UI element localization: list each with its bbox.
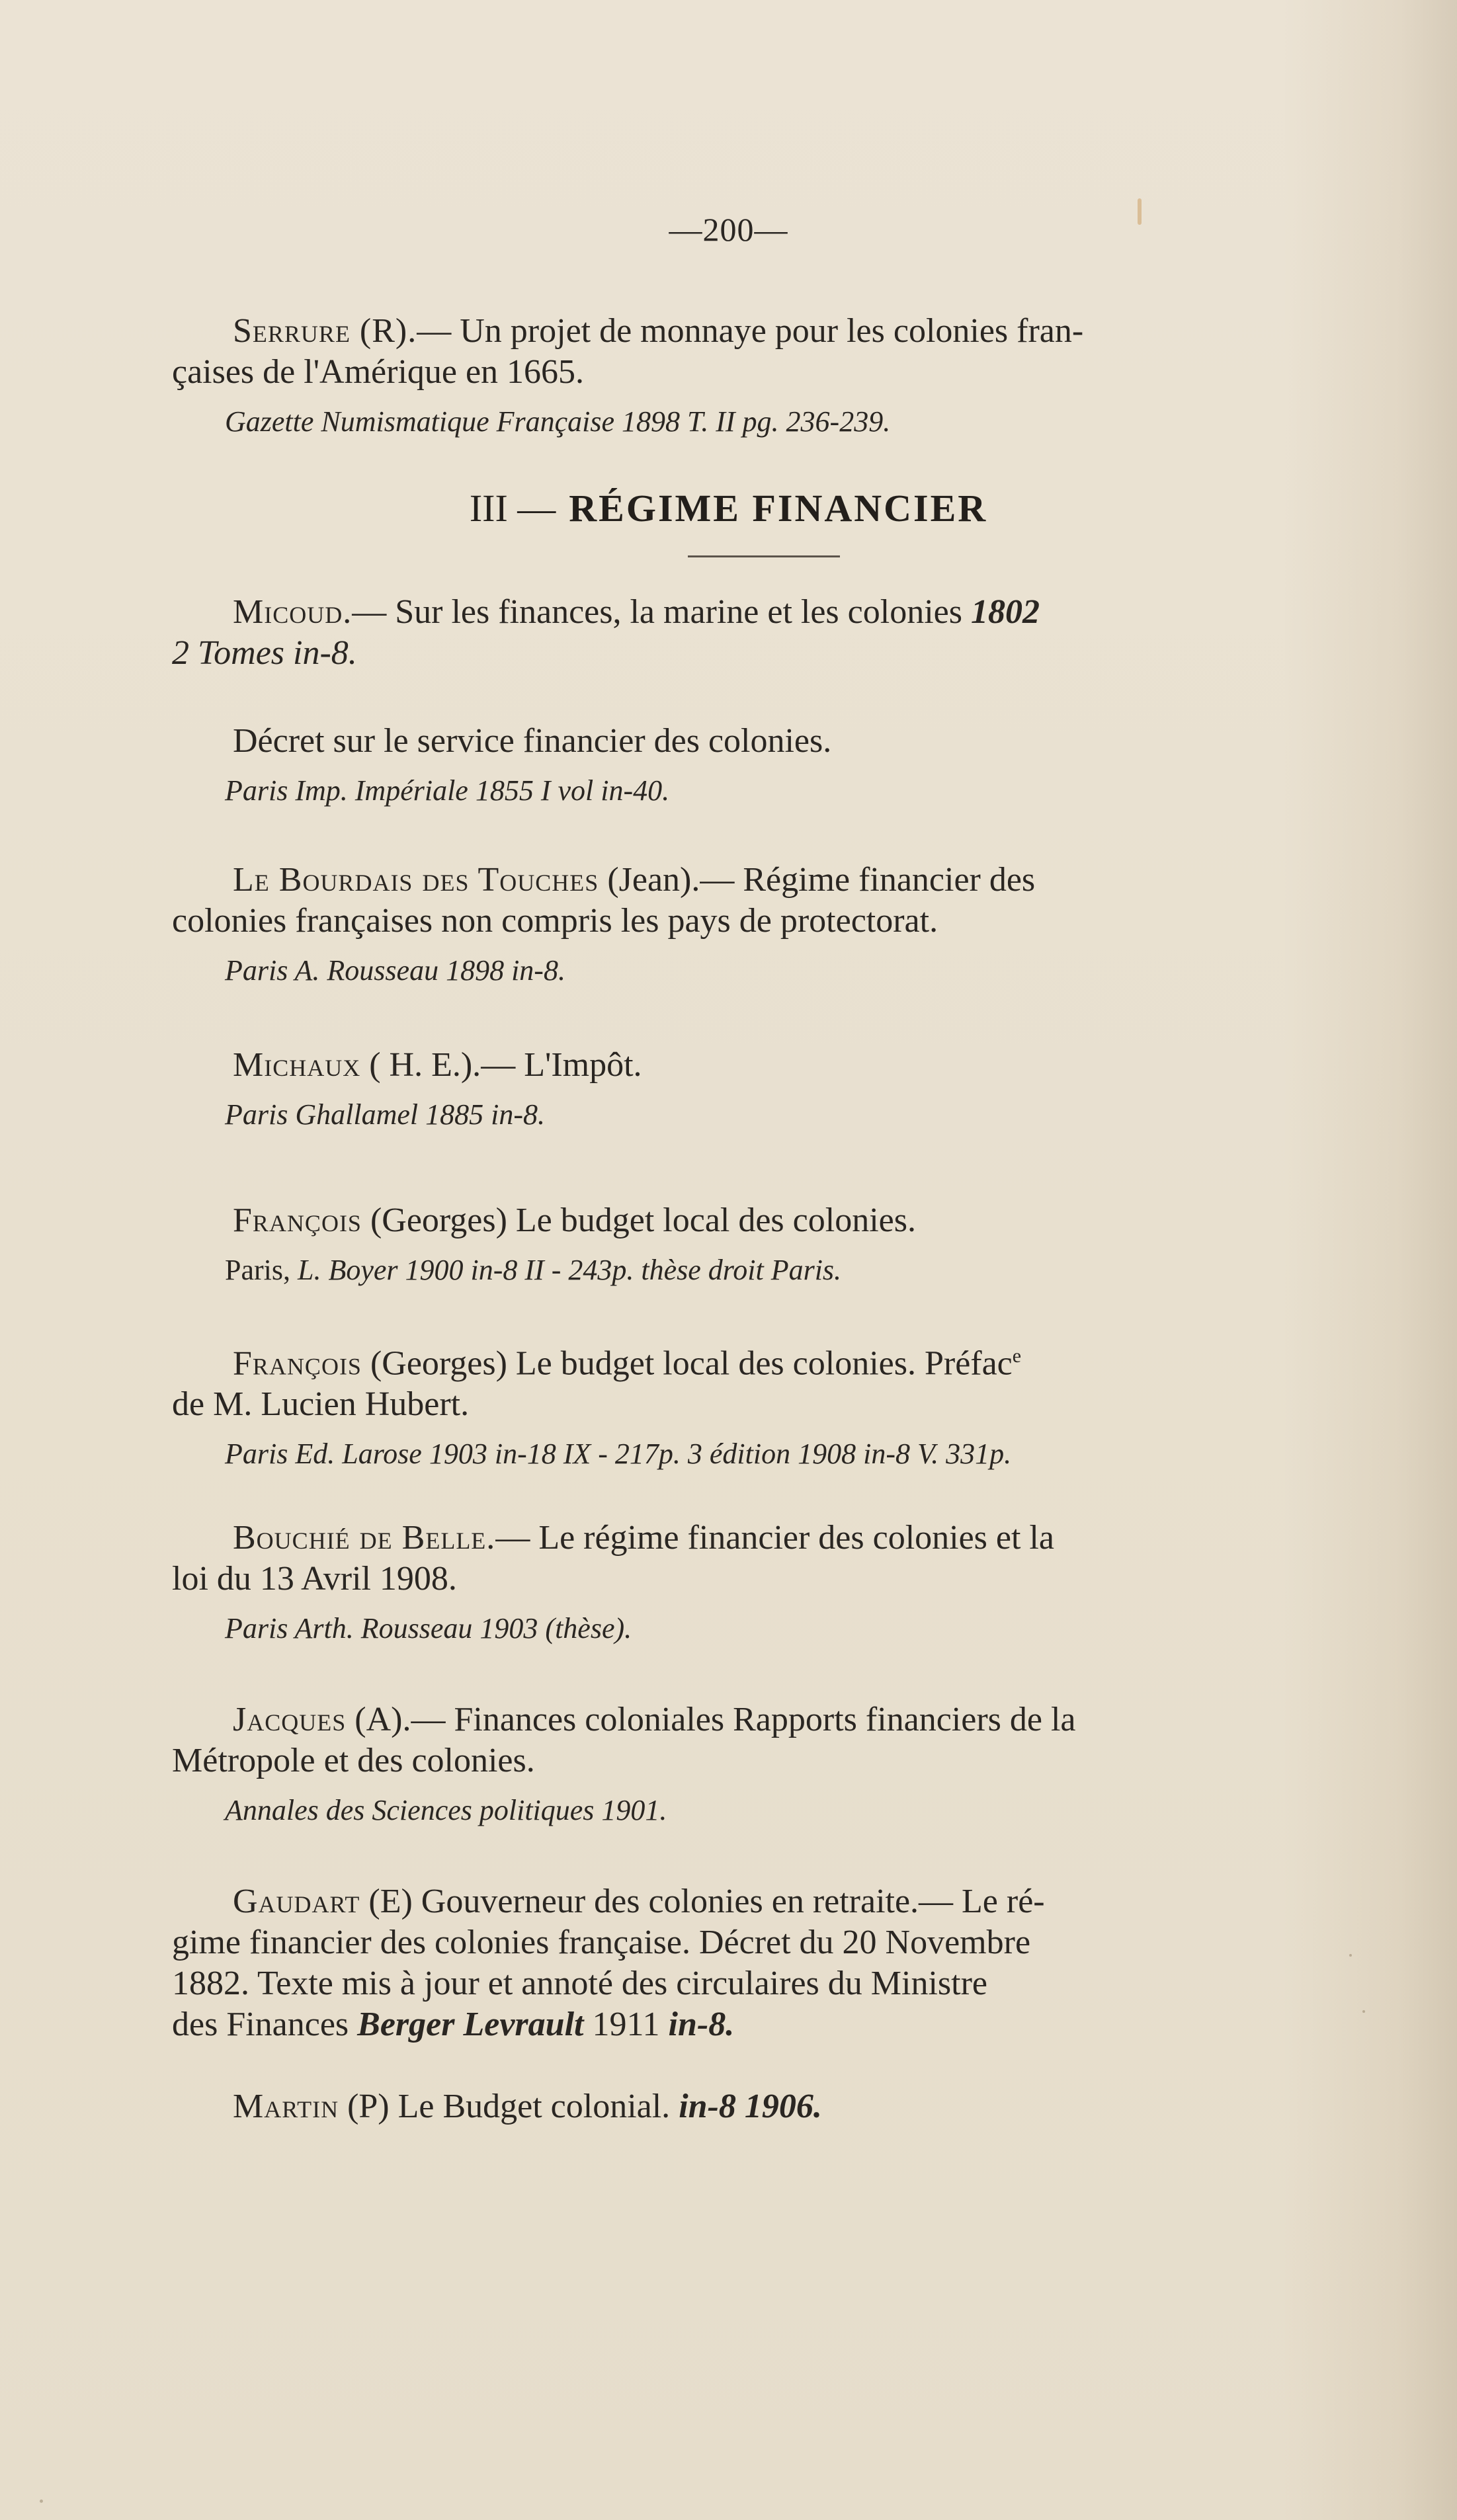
entry-publication: Paris A. Rousseau 1898 in-8.: [225, 954, 565, 987]
paper-stain: [1138, 198, 1142, 225]
entry-line: [172, 1336, 1323, 1384]
entry-line: 2 Tomes in-8.: [172, 634, 357, 672]
entry-text: des Finances: [172, 2006, 358, 2043]
entry-author: Michaux: [233, 1046, 361, 1084]
entry-line: [172, 311, 1323, 352]
entry-line: gime financier des colonies française. Décret du 20 Novembre: [172, 1924, 1031, 1961]
bibliography-entry-micoud: [172, 592, 1323, 674]
entry-title: Gouverneur des colonies en retraite.— Le ré-: [412, 1883, 1045, 1920]
entry-separator: —: [495, 1519, 530, 1557]
entry-author: François: [233, 1201, 362, 1239]
entry-title-superscript: e: [1012, 1345, 1022, 1367]
entry-separator: —: [411, 1701, 446, 1738]
bibliography-entry-francois-2: [172, 1336, 1323, 1473]
entry-publication: Annales des Sciences politiques 1901.: [225, 1794, 667, 1826]
entry-title: Le Budget colonial.: [389, 2088, 679, 2125]
entry-line: çaises de l'Amérique en 1665.: [172, 353, 585, 391]
entry-author: Serrure (R).: [233, 312, 417, 350]
entry-author-extra: (P): [339, 2088, 390, 2125]
entry-author-extra: ( H. E.).: [360, 1046, 481, 1084]
entry-line: colonies françaises non compris les pays de protectorat.: [172, 902, 938, 940]
entry-separator: —: [700, 861, 735, 899]
entry-publication: Paris Ed. Larose 1903 in-18 IX - 217p. 3 édition 1908 in-8 V. 331p.: [225, 1438, 1012, 1471]
entry-author-extra: (A).: [346, 1701, 411, 1738]
entry-format-year: in-8 1906.: [679, 2088, 822, 2125]
entry-format: in-8.: [668, 2006, 735, 2043]
bibliography-entry-jacques: [172, 1699, 1323, 1829]
entry-author: François: [233, 1344, 362, 1383]
bibliography-entry-bouchie-de-belle: [172, 1518, 1323, 1647]
section-number: III —: [469, 487, 556, 530]
entry-separator: —: [417, 312, 452, 350]
entry-line: [172, 1699, 1323, 1740]
page-number: —200—: [669, 211, 788, 248]
entry-line: [172, 2004, 1323, 2045]
bibliography-entry-michaux: [172, 1045, 1323, 1133]
entry-separator: —: [352, 593, 387, 631]
entry-title: Le budget local des colonies.: [507, 1201, 916, 1239]
entry-title: Décret sur le service financier des colonies.: [233, 722, 832, 760]
section-divider: [688, 555, 840, 557]
entry-author: Jacques: [233, 1701, 347, 1738]
entry-author-extra: (Georges): [361, 1201, 507, 1239]
entry-publication: Paris Arth. Rousseau 1903 (thèse).: [225, 1612, 632, 1645]
entry-title: Un projet de monnaye pour les colonies fran-: [451, 312, 1084, 350]
entry-title: Sur les finances, la marine et les colonies: [386, 593, 971, 631]
entry-line: 1882. Texte mis à jour et annoté des circulaires du Ministre: [172, 1965, 987, 2002]
entry-line: [172, 860, 1323, 901]
entry-line: de M. Lucien Hubert.: [172, 1385, 470, 1424]
entry-publication: Paris Ghallamel 1885 in-8.: [225, 1098, 545, 1131]
entry-publication: [225, 1252, 1323, 1289]
bibliography-entry-le-bourdais: [172, 860, 1323, 989]
entry-author: Martin: [233, 2088, 339, 2125]
entry-title: Le budget local des colonies. Préfac: [507, 1344, 1013, 1383]
bibliography-entry-decret: [172, 721, 1323, 809]
entry-publication: Paris Imp. Impériale 1855 I vol in-40.: [225, 774, 670, 807]
bibliography-entry-francois-1: [172, 1200, 1323, 1289]
entry-publication: Gazette Numismatique Française 1898 T. II pg. 236-239.: [225, 405, 891, 438]
entry-title: Le régime financier des colonies et la: [530, 1519, 1054, 1557]
section-heading: [0, 486, 1457, 530]
entry-line: [172, 1045, 1323, 1086]
paper-speck: [1362, 2010, 1365, 2013]
bibliography-entry-gaudart: [172, 1881, 1323, 2045]
entry-separator: —: [481, 1046, 516, 1084]
entry-author-extra: (E): [360, 1883, 413, 1920]
entry-line: [172, 1518, 1323, 1559]
entry-line: [172, 2086, 1323, 2127]
entry-publication-place: Paris,: [225, 1254, 290, 1286]
entry-title: Régime financier des: [734, 861, 1036, 899]
entry-line: [172, 1200, 1323, 1241]
entry-year: 1911: [583, 2006, 669, 2043]
bibliography-entry-serrure: [172, 311, 1323, 440]
entry-title: L'Impôt.: [515, 1046, 642, 1084]
entry-publication-details: L. Boyer 1900 in-8 II - 243p. thèse droit Paris.: [290, 1254, 842, 1286]
entry-line: Métropole et des colonies.: [172, 1742, 535, 1779]
paper-speck: [1349, 1954, 1352, 1957]
entry-author: Gaudart: [233, 1883, 360, 1920]
entry-author-extra: (Georges): [361, 1344, 507, 1383]
section-title: RÉGIME FINANCIER: [569, 487, 988, 530]
bibliography-entry-martin: [172, 2086, 1323, 2127]
entry-line: [172, 1881, 1323, 1922]
entry-line: loi du 13 Avril 1908.: [172, 1560, 457, 1598]
entry-author: Bouchié de Belle.: [233, 1519, 496, 1557]
entry-publisher: Berger Levrault: [357, 2006, 584, 2043]
entry-author: Le Bourdais des Touches: [233, 861, 599, 899]
entry-author-extra: (Jean).: [599, 861, 700, 899]
entry-line: [172, 592, 1323, 633]
entry-title: Finances coloniales Rapports financiers de la: [445, 1701, 1076, 1738]
entry-author: Micoud.: [233, 593, 353, 631]
entry-year: 1802: [970, 593, 1040, 631]
paper-speck: [40, 2500, 43, 2503]
